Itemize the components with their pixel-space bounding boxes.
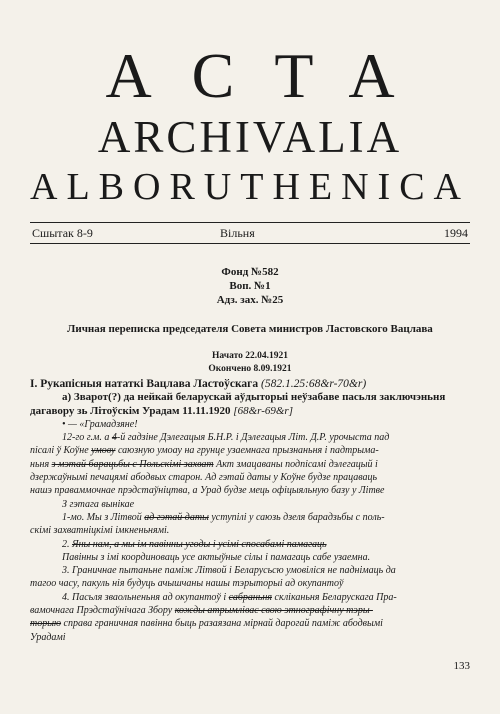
para-line: 2. Яны нам, а мы ім павінны угоды і усімі спосабамі памагаць <box>62 538 327 550</box>
masthead-archivalia: ARCHIVALIA <box>97 112 403 162</box>
para-line: 4. Пасьля зваольненьня ад окупантоў і сабраньня скліканьня Беларускага Пра- <box>62 591 397 603</box>
para-line: пісалі ў Коўне умову саюзную умоау на грунце узаемнага прызнаньня і падтрыма- <box>30 445 379 457</box>
subheading-a-line2-text: дагавору зь Літоўскім Урадам 11.11.1920 <box>30 404 231 417</box>
para-line: 1-мо. Мы з Літвой ад гэтай даты уступілі у саюзь дзеля барадзьбы с поль- <box>62 511 385 523</box>
document-title: Личная переписка председателя Совета министров Ластовского Вацлава <box>67 323 433 335</box>
para-line: З гэтага вынікае <box>62 498 135 510</box>
masthead-acta: ACTA <box>105 40 435 111</box>
adz-number: Адз. зах. №25 <box>216 294 284 306</box>
page-number: 133 <box>453 660 470 672</box>
para-line: Урадамі <box>30 631 66 643</box>
para-line: ньня з мэтай барацьбы с Польскімі захват Акт змацаваны подпісамі дэлегацый і <box>30 458 378 470</box>
section-ref: (582.1.25:68&r-70&r) <box>261 378 367 390</box>
date-started: Начато 22.04.1921 <box>211 351 289 361</box>
subheading-ref: [68&r-69&r] <box>233 404 293 417</box>
issue-year: 1994 <box>444 226 468 240</box>
para-line: скімі захватніцкімі імкненьнямі. <box>30 525 170 537</box>
para-line: нашэ праваммочнае прэдстаўніцтва, а Урад будзе мець офіцыяльную базу у Літве <box>30 485 385 497</box>
vop-number: Воп. №1 <box>229 280 271 292</box>
subheading-a-line1: а) Зварот(?) да нейкай беларускай аўдыторыі неўзабаве пасьля заключэньня <box>62 391 446 404</box>
para-line: тагоо часу, пакуль нія будуць ачышчаны нашы тэрыторыі ад окупантоў <box>30 578 344 590</box>
para-line: 3. Граничнае пытаньне паміж Літвой і Беларусьсю умовіліся не паднімаць да <box>62 565 396 577</box>
section-heading <box>30 378 470 391</box>
issue-bar <box>30 222 470 244</box>
issue-number: Сшытак 8-9 <box>32 226 93 240</box>
journal-masthead <box>0 40 500 208</box>
para-line: Павінны з імі координоваць усе актыўные сілы і памагаць сабе узаемна. <box>62 551 371 563</box>
document-dates <box>0 350 500 376</box>
greeting: • — «Грамадзяне! <box>62 418 138 430</box>
issue-city: Вільня <box>220 226 255 240</box>
subheading-a-line2 <box>30 405 470 418</box>
para-line: торыю справа граничная павінна быць разаязана мірнай дарогай паміж абодвымі <box>30 618 383 630</box>
para-line: дзержаўнымі печацямі абодвых старон. Ад гэтай даты у Коўне будзе працаваць <box>30 472 378 484</box>
para-line: 12-го г.м. а 4-й гадзіне Дэлегацыя Б.Н.Р. і Дэлегацыя Літ. Д.Р. урочыста пад <box>62 432 390 444</box>
section-heading-text: I. Рукапісныя нататкі Вацлава Ластоўскага <box>30 378 259 390</box>
date-finished: Окончено 8.09.1921 <box>208 364 292 374</box>
fond-number: Фонд №582 <box>221 266 279 278</box>
archive-reference <box>0 265 500 307</box>
body-text <box>30 378 470 644</box>
para-line: вамочнага Прэдстаўнічага Збору кожды атрымліває свою этнографічну тэры- <box>30 605 373 617</box>
masthead-alboruthenica: ALBORUTHENICA <box>30 166 470 208</box>
